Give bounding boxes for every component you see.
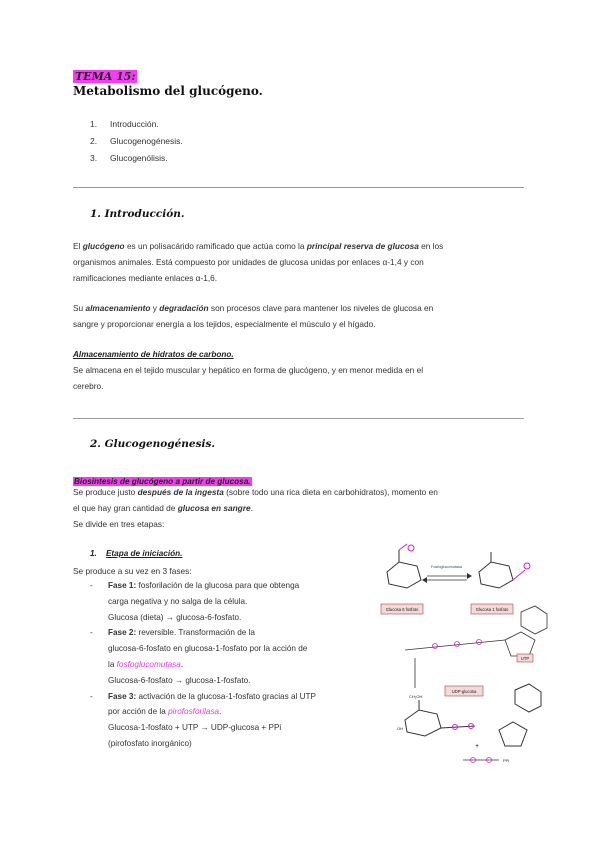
stage-intro: Se produce a su vez en 3 fases:	[73, 566, 192, 576]
ch2oh-label: CH₂OH	[409, 694, 423, 699]
glycogenesis-diagram	[375, 540, 555, 765]
toc-item: 3. Glucogenólisis.	[90, 153, 168, 163]
phase-list: - Fase 1: fosforilación de la glucosa para que obtenga carga negativa y no salga de la célula. Glucosa (dieta) → glucosa-6-fosfato. - Fase 2: reversible. Transformación de la glucosa-6-fosfato en glucosa-1-fosfato por la acción de la fosfoglucomutasa. Glucosa-6-fosfato → glucosa-1-fosfato. - Fase 3: activación de la glucosa-1-fosfato gracias al UTP por acción de la pirofosforilasa. Glucosa-1-fosfato + UTP → UDP-glucosa + PPi (pirofosfato inorgánico)	[108, 578, 373, 752]
utp-label: UTP	[520, 656, 530, 661]
ppi-structure	[463, 758, 499, 763]
table-of-contents	[90, 116, 183, 167]
oh-label: OH	[397, 726, 403, 731]
list-item: - Fase 3: activación de la glucosa-1-fosfato gracias al UTP	[90, 691, 316, 701]
box-glucose-6-phosphate: Glucosa 6 fosfato	[385, 607, 419, 612]
biosynthesis-highlight: Biosíntesis de glucógeno a partir de glucosa.	[74, 477, 251, 486]
glucose-1-phosphate-structure	[479, 552, 530, 588]
divider	[73, 418, 524, 419]
section-heading-introduccion: 1. Introducción.	[90, 208, 185, 220]
enzyme-arrow	[422, 565, 472, 583]
stage-heading: 1. Etapa de iniciación.	[90, 549, 183, 558]
udp-glucose-label: UDP-glucosa	[451, 689, 477, 694]
page-title: Metabolismo del glucógeno.	[73, 84, 263, 98]
glucose-6-phosphate-structure	[387, 544, 421, 588]
list-item: - Fase 2: reversible. Transformación de la	[90, 628, 255, 638]
section-heading-glucogenogenesis: 2. Glucogenogénesis.	[90, 438, 216, 450]
storage-paragraph: Se almacena en el tejido muscular y hepático en forma de glucógeno, y en menor medida en el cerebro.	[73, 365, 424, 391]
plus-sign: +	[475, 743, 480, 750]
glucogenogenesis-paragraph: Se produce justo después de la ingesta (sobre todo una rica dieta en carbohidratos), momento en el que hay gran cantidad de glucosa en sangre. Se divide en tres etapas:	[73, 487, 438, 529]
topic-tag: TEMA 15:	[75, 70, 136, 83]
list-item: - Fase 1: fosforilación de la glucosa para que obtenga	[90, 581, 300, 590]
intro-paragraph-2: Su almacenamiento y degradación son procesos clave para mantener los niveles de glucosa en sangre y proporcionar energía a los tejidos, especialmente el músculo y el hígado.	[73, 303, 434, 329]
box-glucose-1-phosphate: Glucosa 1 fosfato	[475, 607, 509, 612]
ppi-label: PPi	[503, 758, 510, 763]
enzyme-label: Fosfoglucomutasa	[431, 565, 463, 569]
divider	[73, 187, 524, 188]
toc-item: 2. Glucogenogénesis.	[90, 136, 183, 146]
toc-item: 1. Introducción.	[90, 119, 159, 129]
storage-subheading: Almacenamiento de hidratos de carbono.	[73, 350, 234, 359]
intro-paragraph-1: El glucógeno es un polisacárido ramificado que actúa como la principal reserva de glucosa en los organismos animales. Está compuesto por unidades de glucosa unidas por enlaces α-1,4 y con ramificaciones mediante enlaces α-1,6.	[73, 241, 444, 283]
